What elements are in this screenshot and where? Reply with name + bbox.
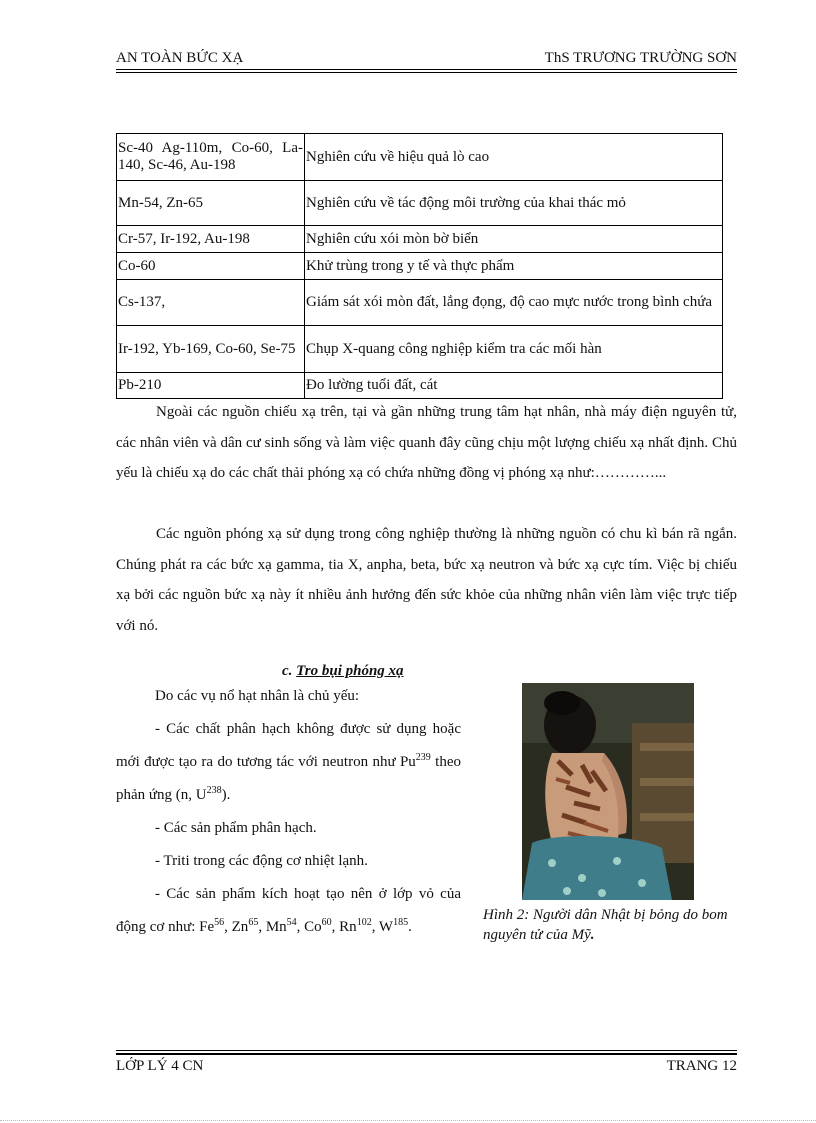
footer-left: LỚP LÝ 4 CN <box>116 1058 204 1074</box>
page-header <box>116 50 737 68</box>
page-edge-dotted-line <box>0 1120 816 1121</box>
table-row <box>117 373 723 399</box>
figure-caption-text: Hình 2: Người dân Nhật bị bỏng do bom nguyên tử của Mỹ <box>483 907 728 943</box>
list-intro: Do các vụ nổ hạt nhân là chủ yếu: <box>155 688 360 704</box>
table-row <box>117 226 723 253</box>
application-cell: Đo lường tuổi đất, cát <box>305 373 723 399</box>
list-item: - Các sản phẩm phân hạch. <box>155 820 317 836</box>
photo-illustration <box>522 683 694 900</box>
table-row <box>117 280 723 326</box>
footer-rule-thick <box>116 1053 737 1055</box>
header-rule-thick <box>116 69 737 70</box>
isotope-table <box>116 133 723 399</box>
section-number: c. <box>282 663 297 679</box>
fallout-list <box>116 680 461 944</box>
application-cell: Nghiên cứu về tác động môi trường của khai thác mỏ <box>305 181 723 226</box>
paragraph-2 <box>116 519 737 641</box>
table-row <box>117 134 723 181</box>
paragraph-2-text: Các nguồn phóng xạ sử dụng trong công nghiệp thường là những nguồn có chu kì bán rã ngắn. Chúng phát ra các bức xạ gamma, tia X, anpha, beta, bức xạ neutron và bức xạ cực tím. Việc bị chiếu xạ bởi các nguồn bức xạ này ít nhiều ảnh hưởng đến sức khỏe của những nhân viên làm việc trực tiếp với nó. <box>116 526 737 634</box>
header-left: AN TOÀN BỨC XẠ <box>116 50 244 66</box>
isotope-cell: Ir-192, Yb-169, Co-60, Se-75 <box>117 326 305 373</box>
header-right: ThS TRƯƠNG TRƯỜNG SƠN <box>544 50 737 66</box>
list-item: - Các sản phẩm kích hoạt tạo nên ở lớp vỏ của động cơ như: Fe$^{56}$, Zn$^{65}$, Mn$^{54}$, Co$^{60}$, Rn$^{102}$, $W^{185}$. <box>116 886 461 935</box>
isotope-cell: Co-60 <box>117 253 305 280</box>
isotope-cell: Sc-40 Ag-110m, Co-60, La-140, Sc-46, Au-198 <box>117 134 305 181</box>
figure-caption <box>483 905 743 945</box>
page-number: TRANG 12 <box>666 1058 737 1074</box>
footer-rule-thin <box>116 1050 737 1051</box>
paragraph-1-text: Ngoài các nguồn chiếu xạ trên, tại và gần những trung tâm hạt nhân, nhà máy điện nguyên tử, các nhân viên và dân cư sinh sống và làm việc quanh đây cũng chịu một lượng chiếu xạ nhất định. Chủ yếu là chiếu xạ do các chất thải phóng xạ có chứa những đồng vị phóng xạ như:…………... <box>116 404 737 481</box>
application-cell: Giám sát xói mòn đất, lắng đọng, độ cao mực nước trong bình chứa <box>305 280 723 326</box>
application-cell: Khử trùng trong y tế và thực phẩm <box>305 253 723 280</box>
table-row <box>117 181 723 226</box>
isotope-cell: Mn-54, Zn-65 <box>117 181 305 226</box>
application-cell: Chụp X-quang công nghiệp kiểm tra các mối hàn <box>305 326 723 373</box>
section-title: Tro bụi phóng xạ <box>296 663 404 679</box>
isotope-cell: Cr-57, Ir-192, Au-198 <box>117 226 305 253</box>
list-item: - Triti trong các động cơ nhiệt lạnh. <box>155 853 368 869</box>
isotope-cell: Pb-210 <box>117 373 305 399</box>
section-heading <box>282 663 404 680</box>
application-cell: Nghiên cứu về hiệu quả lò cao <box>305 134 723 181</box>
table-row <box>117 253 723 280</box>
table-row <box>117 326 723 373</box>
application-cell: Nghiên cứu xói mòn bờ biển <box>305 226 723 253</box>
burn-victim-photo <box>522 683 694 900</box>
figure-caption-end: . <box>590 927 595 943</box>
paragraph-1 <box>116 397 737 489</box>
header-rule-thin <box>116 72 737 73</box>
list-item: - Các chất phân hạch không được sử dụng hoặc mới được tạo ra do tương tác với neutron như Pu$^{239}$ theo phản ứng (n, $U^{238}$). <box>116 721 461 803</box>
isotope-cell: Cs-137, <box>117 280 305 326</box>
